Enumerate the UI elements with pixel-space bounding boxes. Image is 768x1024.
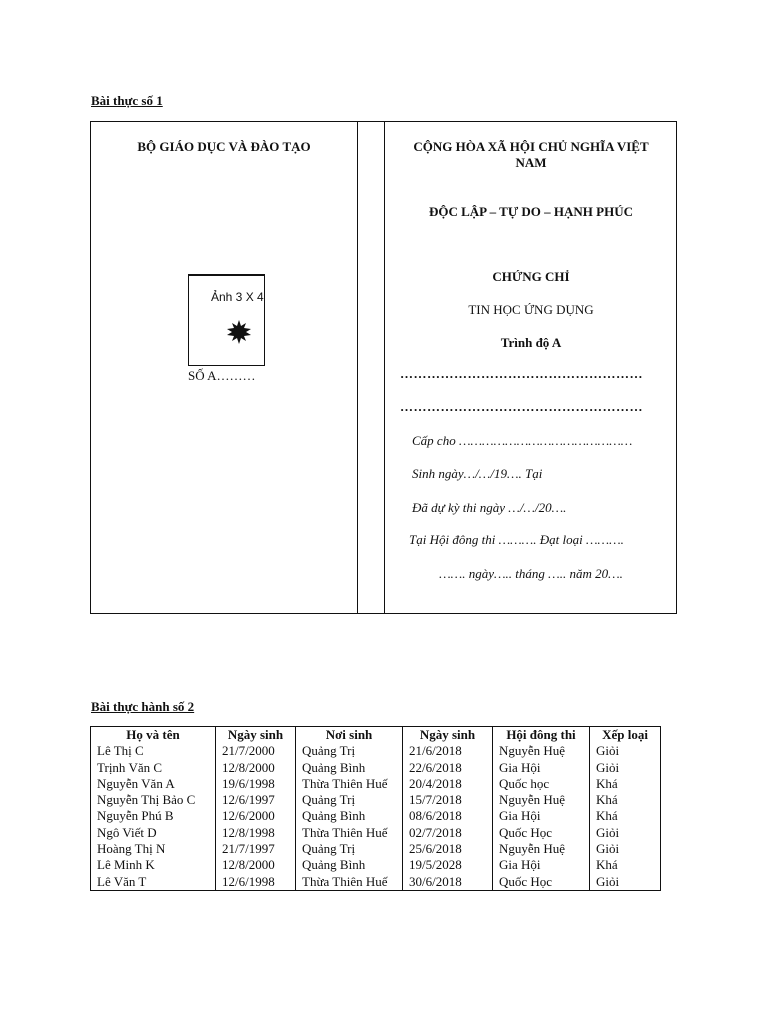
certificate-title: CHỨNG CHỈ [492,269,570,284]
results-table [90,726,661,891]
exercise-1-heading: Bài thực số 1 [91,93,163,108]
table-cell: Giỏi [590,760,661,776]
table-row [91,874,661,891]
table-cell: Giỏi [590,874,661,891]
table-header-row [91,727,661,744]
table-cell: Nguyễn Văn A [97,775,175,791]
certificate-form [90,121,677,614]
certificate-level: Trình độ A [500,335,562,350]
certificate-subject: TIN HỌC ỨNG DỤNG [468,302,594,317]
table-cell: 12/6/1998 [216,874,296,891]
table-cell: Nguyễn Thị Bảo C [97,792,196,808]
table-cell: Thừa Thiên Huế [296,874,403,891]
exam-date-line: Đã dự kỳ thi ngày …/…/20…. [412,500,567,515]
table-cell: Nguyễn Huệ [493,792,590,808]
exercise-2-heading: Bài thực hành số 2 [91,699,195,714]
table-cell: Thừa Thiên Huế [296,825,403,841]
table-row [91,760,661,776]
table-cell: 25/6/2018 [403,841,493,857]
serial-number: SỐ A……… [188,368,256,383]
table-cell: Hoàng Thị N [97,841,166,857]
table-cell: Quảng Trị [296,792,403,808]
photo-placeholder [188,274,265,366]
republic-title: CỘNG HÒA XÃ HỘI CHỦ NGHĨA VIỆT NAM [413,139,649,170]
divider-left [357,122,358,613]
table-cell: 12/6/2000 [216,808,296,824]
table-row [91,825,661,841]
table-cell: Quốc học [493,776,590,792]
table-cell: Quốc Học [493,874,590,891]
table-cell: Lê Văn T [97,873,147,889]
table-cell: Quảng Bình [296,760,403,776]
table-cell: Quảng Bình [296,857,403,873]
issued-to-line: Cấp cho ……………………………………… [412,433,633,448]
table-cell: Quốc Học [493,825,590,841]
table-cell: Trịnh Văn C [97,759,163,775]
issue-date-line: ……. ngày….. tháng ….. năm 20…. [439,566,623,581]
table-row [91,792,661,808]
table-cell: Giỏi [590,841,661,857]
table-cell: Nguyễn Huệ [493,743,590,759]
table-cell: Khá [590,792,661,808]
dotted-line-2: ……………………………………………… [400,399,643,414]
table-cell: Quảng Trị [296,743,403,759]
table-cell: Quảng Bình [296,808,403,824]
table-cell: Lê Thị C [97,743,144,759]
table-cell: Nguyễn Huệ [493,841,590,857]
table-cell: Giỏi [590,743,661,759]
table-cell: 21/7/1997 [216,841,296,857]
ministry-title: BỘ GIÁO DỤC VÀ ĐÀO TẠO [137,139,311,154]
table-row [91,857,661,873]
table-cell: Ngô Viết D [97,824,157,840]
table-row [91,808,661,824]
divider-right [384,122,385,613]
table-cell: Gia Hội [493,808,590,824]
table-cell: 12/8/2000 [216,760,296,776]
table-cell: 21/6/2018 [403,743,493,759]
column-header: Xếp loại [590,727,661,744]
seal-icon [227,320,251,344]
table-row [91,776,661,792]
table-cell: 15/7/2018 [403,792,493,808]
table-cell: Lê Minh K [97,857,155,873]
table-cell: 08/6/2018 [403,808,493,824]
birth-line: Sinh ngày…/…/19…. Tại [412,466,543,481]
table-cell: Gia Hội [493,760,590,776]
column-header: Ngày sinh [216,727,296,744]
column-header: Hội đông thi [493,727,590,744]
table-cell: 22/6/2018 [403,760,493,776]
motto: ĐỘC LẬP – TỰ DO – HẠNH PHÚC [428,204,634,219]
table-cell: 12/6/1997 [216,792,296,808]
table-cell: Gia Hội [493,857,590,873]
table-cell: 21/7/2000 [216,743,296,759]
table-cell: 30/6/2018 [403,874,493,891]
table-cell: 19/6/1998 [216,776,296,792]
table-row [91,743,661,759]
photo-label: Ảnh 3 X 4 [211,290,264,304]
table-cell: Giỏi [590,825,661,841]
table-cell: 12/8/2000 [216,857,296,873]
table-cell: Thừa Thiên Huế [296,776,403,792]
table-cell: 12/8/1998 [216,825,296,841]
table-cell: Khá [590,776,661,792]
column-header: Ngày sinh [403,727,493,744]
column-header: Nơi sinh [296,727,403,744]
dotted-line-1: ……………………………………………… [400,366,643,381]
table-cell: 20/4/2018 [403,776,493,792]
table-row [91,841,661,857]
table-cell: Quảng Trị [296,841,403,857]
table-cell: 02/7/2018 [403,825,493,841]
table-cell: 19/5/2028 [403,857,493,873]
column-header: Họ và tên [126,727,180,742]
table-cell: Nguyễn Phú B [97,808,174,824]
table-cell: Khá [590,808,661,824]
table-cell: Khá [590,857,661,873]
council-line: Tại Hội đông thi ………. Đạt loại ………. [409,532,624,547]
